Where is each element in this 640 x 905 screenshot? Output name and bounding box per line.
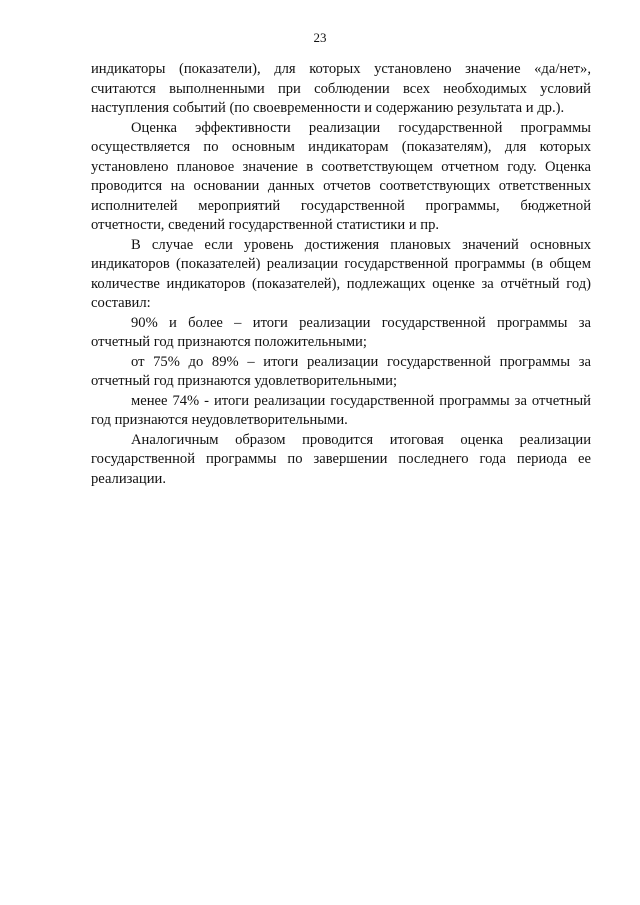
page-number: 23: [313, 30, 327, 45]
paragraph-achievement-level: В случае если уровень достижения плановых значений основных индикаторов (показателей) реализации государственной программы (в общем количестве индикаторов (показателей), подлежащих оценке за отчётный год) составил:: [91, 236, 591, 311]
document-body: [91, 60, 591, 489]
paragraph-criterion-satisfactory: от 75% до 89% – итоги реализации государственной программы за отчетный год признаются удовлетворительными;: [91, 353, 591, 389]
paragraph-criterion-positive: 90% и более – итоги реализации государственной программы за отчетный год признаются положительными;: [91, 314, 591, 350]
paragraph-criterion-unsatisfactory: менее 74% - итоги реализации государственной программы за отчетный год признаются неудовлетворительными.: [91, 392, 591, 428]
paragraph-final-assessment: Аналогичным образом проводится итоговая оценка реализации государственной программы по завершении последнего года периода ее реализации.: [91, 431, 591, 487]
paragraph-continuation: индикаторы (показатели), для которых установлено значение «да/нет», считаются выполненными при соблюдении всех необходимых условий наступления событий (по своевременности и содержанию результата и др.).: [91, 61, 591, 116]
paragraph-efficiency-assessment: Оценка эффективности реализации государственной программы осуществляется по основным индикаторам (показателям), для которых установлено плановое значение в соответствующем отчетном году. Оценка проводится на основании данных отчетов соответствующих ответственных исполнителей мероприятий государственной программы, бюджетной отчетности, сведений государственной статистики и пр.: [91, 119, 591, 233]
